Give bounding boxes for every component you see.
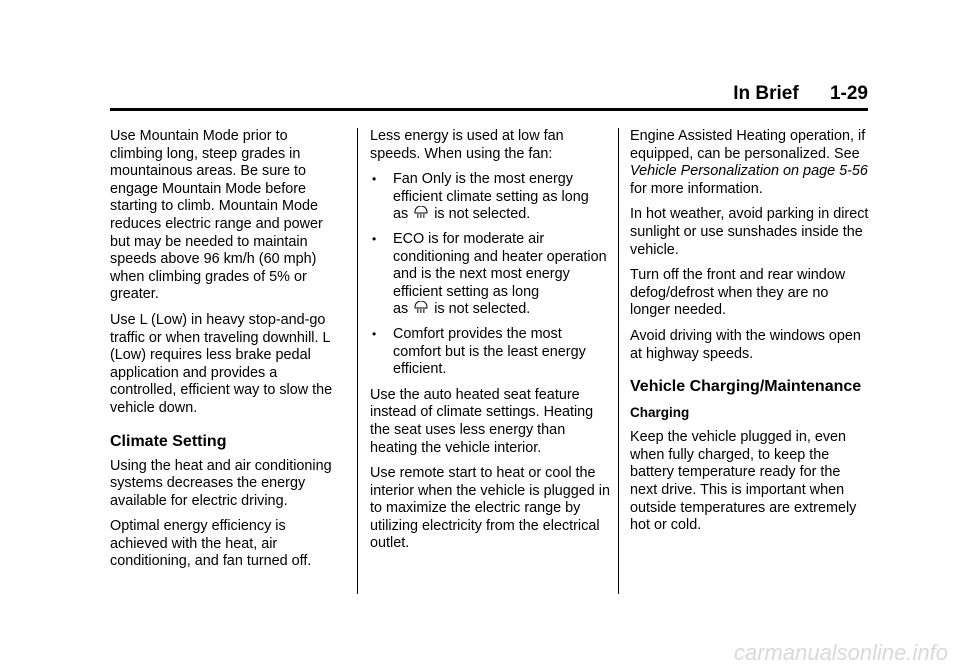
column-3 (630, 128, 870, 543)
paragraph: Engine Assisted Heating operation, if equipped, can be personalized. See Vehicle Personalization on page 5-56 for more information. (630, 128, 868, 197)
list-item: • Fan Only is the most energy efficient climate setting as long as is not selected. (372, 171, 589, 223)
watermark: carmanualsonline.info (733, 640, 948, 665)
heading-vehicle-charging-maintenance: Vehicle Charging/Maintenance (630, 378, 862, 396)
subheading-charging: Charging (630, 405, 690, 421)
front-defrost-icon (414, 301, 428, 315)
paragraph: Turn off the front and rear window defog/defrost when they are no longer needed. (630, 267, 846, 319)
column-divider (618, 128, 619, 594)
section-title: In Brief (733, 83, 799, 104)
page-header (110, 80, 868, 111)
fan-tips-list (370, 171, 610, 379)
paragraph: Using the heat and air conditioning systems decreases the energy available for electric driving. (110, 457, 332, 509)
column-1 (110, 128, 342, 579)
paragraph: Use Mountain Mode prior to climbing long, steep grades in mountainous areas. Be sure to engage Mountain Mode before starting to climb. Mountain Mode reduces electric range and power but may be needed to maintain speeds above 96 km/h (60 mph) when climbing grades of 5% or greater. (110, 128, 323, 303)
paragraph: Use remote start to heat or cool the interior when the vehicle is plugged in to maximize the electric range by utilizing electricity from the electrical outlet. (370, 465, 610, 552)
list-item: • ECO is for moderate air conditioning and heater operation and is the next most energy efficient setting as long as is not selected. (372, 230, 607, 318)
bullet: • (372, 172, 377, 187)
cross-reference-link: Vehicle Personalization on page 5-56 (630, 163, 868, 180)
paragraph: Less energy is used at low fan speeds. When using the fan: (370, 128, 564, 162)
front-defrost-icon (414, 206, 428, 220)
paragraph: Keep the vehicle plugged in, even when fully charged, to keep the battery temperature ready for the next drive. This is important when outside temperatures are extremely hot or cold. (630, 429, 857, 534)
column-divider (357, 128, 358, 594)
list-item: • Comfort provides the most comfort but is the least energy efficient. (372, 325, 586, 378)
paragraph: Avoid driving with the windows open at highway speeds. (630, 327, 861, 362)
paragraph: Use the auto heated seat feature instead of climate settings. Heating the seat uses less energy than heating the vehicle interior. (370, 386, 594, 456)
page-number: 1-29 (829, 83, 868, 104)
paragraph: In hot weather, avoid parking in direct sunlight or use sunshades inside the vehicle. (630, 206, 869, 258)
column-2 (370, 128, 610, 561)
bullet: • (372, 231, 377, 246)
heading-climate-setting: Climate Setting (110, 432, 227, 450)
bullet: • (372, 326, 377, 341)
paragraph: Optimal energy efficiency is achieved with the heat, air conditioning, and fan turned off. (110, 518, 312, 570)
paragraph: Use L (Low) in heavy stop-and-go traffic or when traveling downhill. L (Low) requires less brake pedal application and provides a controlled, efficient way to slow the vehicle down. (110, 311, 333, 416)
